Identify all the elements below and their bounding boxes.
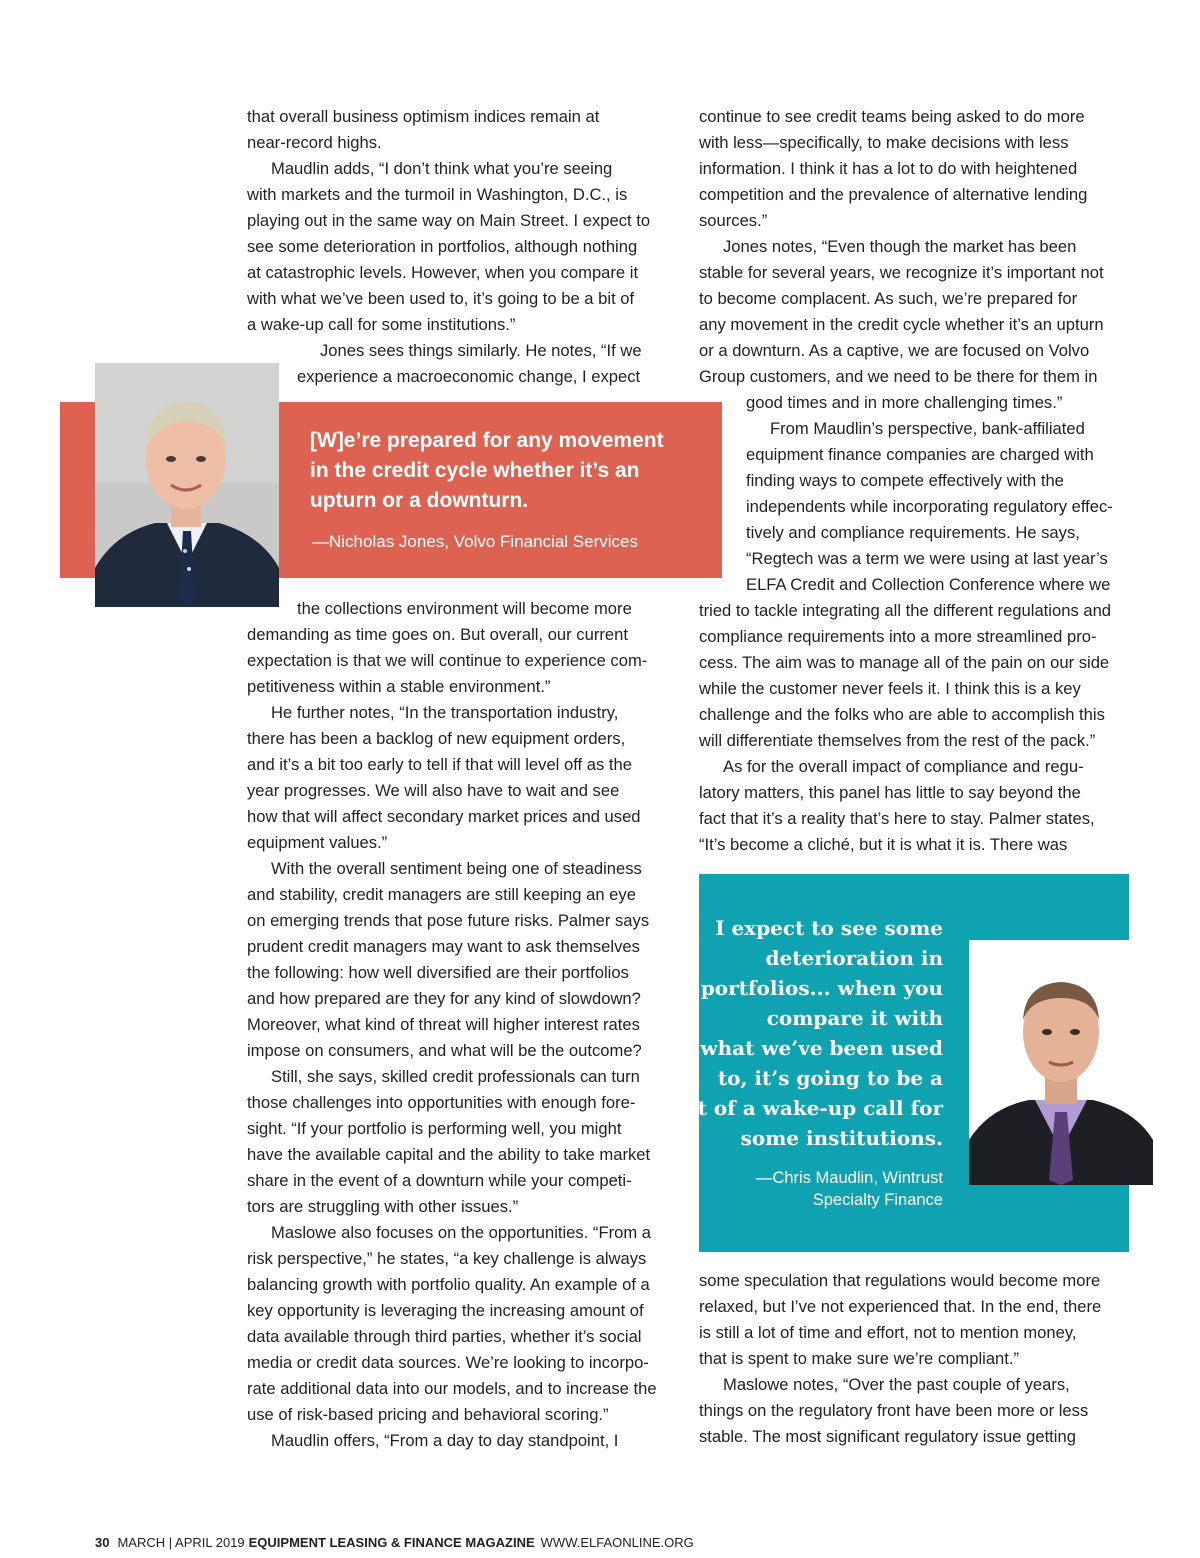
body-line: there has been a backlog of new equipment orders, — [247, 729, 626, 748]
body-line: equipment finance companies are charged with — [746, 445, 1094, 464]
photo-nicholas-jones — [95, 363, 279, 607]
body-line: any movement in the credit cycle whether it’s an upturn — [699, 315, 1104, 334]
body-line: independents while incorporating regulatory effec- — [746, 497, 1113, 516]
body-line: fact that it’s a reality that’s here to stay. Palmer states, — [699, 809, 1095, 828]
body-line: playing out in the same way on Main Street. I expect to — [247, 211, 651, 230]
body-line: Jones notes, “Even though the market has been — [723, 237, 1077, 256]
body-line: how that will affect secondary market prices and used — [247, 807, 641, 826]
body-line: tors are struggling with other issues.” — [247, 1197, 519, 1216]
pull-quote-jones-line: [W]e’re prepared for any movement — [310, 429, 664, 452]
body-line: experience a macroeconomic change, I expect — [297, 367, 641, 386]
body-line: with markets and the turmoil in Washington, D.C., is — [247, 185, 628, 204]
body-line: Maslowe notes, “Over the past couple of years, — [723, 1375, 1070, 1394]
pull-quote-maudlin-attribution: Specialty Finance — [812, 1191, 943, 1209]
body-line: while the customer never feels it. I think this is a key — [699, 679, 1081, 698]
body-line: He further notes, “In the transportation industry, — [271, 703, 619, 722]
body-line: With the overall sentiment being one of steadiness — [271, 859, 642, 878]
body-line: some speculation that regulations would become more — [699, 1271, 1101, 1290]
body-line: and it’s a bit too early to tell if that will level off as the — [247, 755, 632, 774]
pull-quote-maudlin-line: what we’ve been used — [700, 1036, 943, 1060]
body-line: key opportunity is leveraging the increasing amount of — [247, 1301, 644, 1320]
body-line: As for the overall impact of compliance and regu- — [723, 757, 1084, 776]
pull-quote-maudlin-line: I expect to see some — [715, 916, 943, 940]
body-line: things on the regulatory front have been more or less — [699, 1401, 1089, 1420]
body-line: near-record highs. — [247, 133, 382, 152]
issue-date: MARCH | APRIL 2019 — [117, 1535, 245, 1550]
pull-quote-maudlin-line: some institutions. — [740, 1126, 943, 1150]
body-line: prudent credit managers may want to ask themselves — [247, 937, 640, 956]
body-line: to become complacent. As such, we’re prepared for — [699, 289, 1078, 308]
body-line: tried to tackle integrating all the different regulations and — [699, 601, 1112, 620]
body-line: Group customers, and we need to be there for them in — [699, 367, 1098, 386]
body-line: data available through third parties, whether it’s social — [247, 1327, 642, 1346]
magazine-title: EQUIPMENT LEASING & FINANCE MAGAZINE — [248, 1535, 535, 1550]
body-line: share in the event of a downturn while your competi- — [247, 1171, 632, 1190]
body-line: Maudlin offers, “From a day to day standpoint, I — [271, 1431, 619, 1450]
body-line: the following: how well diversified are their portfolios — [247, 963, 629, 982]
body-line: that is spent to make sure we’re compliant.” — [699, 1349, 1020, 1368]
body-line: on emerging trends that pose future risks. Palmer says — [247, 911, 650, 930]
body-line: expectation is that we will continue to experience com- — [247, 651, 648, 670]
body-line: cess. The aim was to manage all of the pain on our side — [699, 653, 1110, 672]
pull-quote-jones-line: upturn or a downturn. — [310, 489, 529, 512]
body-line: demanding as time goes on. But overall, our current — [247, 625, 628, 644]
body-line: those challenges into opportunities with enough fore- — [247, 1093, 636, 1112]
body-line: with less—specifically, to make decisions with less — [699, 133, 1069, 152]
pull-quote-maudlin-line: to, it’s going to be a — [717, 1066, 943, 1090]
body-line: year progresses. We will also have to wait and see — [247, 781, 620, 800]
body-line: and stability, credit managers are still keeping an eye — [247, 885, 636, 904]
body-line: From Maudlin’s perspective, bank-affiliated — [770, 419, 1085, 438]
page-number: 30 — [95, 1535, 110, 1550]
body-line: will differentiate themselves from the rest of the pack.” — [699, 731, 1096, 750]
website-link[interactable]: WWW.ELFAONLINE.ORG — [540, 1535, 694, 1550]
pull-quote-jones-line: in the credit cycle whether it’s an — [310, 459, 640, 482]
body-line: “Regtech was a term we were using at last year’s — [746, 549, 1108, 568]
body-line: tively and compliance requirements. He says, — [746, 523, 1080, 542]
body-line: Still, she says, skilled credit professionals can turn — [271, 1067, 640, 1086]
body-line: continue to see credit teams being asked to do more — [699, 107, 1085, 126]
body-line: challenge and the folks who are able to accomplish this — [699, 705, 1105, 724]
body-line: stable. The most significant regulatory issue getting — [699, 1427, 1076, 1446]
body-line: “It’s become a cliché, but it is what it is. There was — [699, 835, 1068, 854]
body-line: impose on consumers, and what will be the outcome? — [247, 1041, 642, 1060]
body-line: good times and in more challenging times.” — [746, 393, 1063, 412]
body-line: Maslowe also focuses on the opportunities. “From a — [271, 1223, 651, 1242]
body-line: see some deterioration in portfolios, although nothing — [247, 237, 638, 256]
body-line: use of risk-based pricing and behavioral scoring.” — [247, 1405, 609, 1424]
body-line: Jones sees things similarly. He notes, “If we — [320, 341, 642, 360]
body-line: sight. “If your portfolio is performing well, you might — [247, 1119, 622, 1138]
body-line: petitiveness within a stable environment.” — [247, 677, 551, 696]
body-line: stable for several years, we recognize it’s important not — [699, 263, 1104, 282]
body-line: the collections environment will become more — [297, 599, 632, 618]
body-line: is still a lot of time and effort, not to mention money, — [699, 1323, 1077, 1342]
body-line: compliance requirements into a more streamlined pro- — [699, 627, 1097, 646]
body-line: balancing growth with portfolio quality. An example of a — [247, 1275, 650, 1294]
body-line: equipment values.” — [247, 833, 388, 852]
body-line: with what we’ve been used to, it’s going to be a bit of — [247, 289, 635, 308]
body-line: sources.” — [699, 211, 768, 230]
body-line: Moreover, what kind of threat will higher interest rates — [247, 1015, 640, 1034]
body-line: that overall business optimism indices remain at — [247, 107, 600, 126]
body-line: relaxed, but I’ve not experienced that. In the end, there — [699, 1297, 1102, 1316]
pull-quote-maudlin-line: deterioration in — [765, 946, 943, 970]
photo-chris-maudlin — [969, 940, 1153, 1185]
body-line: finding ways to compete effectively with the — [746, 471, 1064, 490]
body-line: a wake-up call for some institutions.” — [247, 315, 516, 334]
pull-quote-maudlin-line: compare it with — [766, 1006, 943, 1030]
body-line: competition and the prevalence of alternative lending — [699, 185, 1088, 204]
body-line: ELFA Credit and Collection Conference where we — [746, 575, 1111, 594]
pull-quote-maudlin-attribution: —Chris Maudlin, Wintrust — [755, 1169, 943, 1187]
body-line: latory matters, this panel has little to say beyond the — [699, 783, 1081, 802]
body-line: at catastrophic levels. However, when you compare it — [247, 263, 639, 282]
body-line: risk perspective,” he states, “a key challenge is always — [247, 1249, 647, 1268]
pull-quote-jones-attribution: —Nicholas Jones, Volvo Financial Services — [312, 532, 638, 551]
body-line: Maudlin adds, “I don’t think what you’re seeing — [271, 159, 613, 178]
body-line: or a downturn. As a captive, we are focused on Volvo — [699, 341, 1090, 360]
pull-quote-maudlin-line: bit of a wake-up call for — [676, 1096, 943, 1120]
pull-quote-maudlin-line: portfolios... when you — [700, 976, 943, 1000]
body-line: information. I think it has a lot to do with heightened — [699, 159, 1078, 178]
body-line: have the available capital and the ability to take market — [247, 1145, 651, 1164]
page-footer — [95, 1534, 694, 1552]
body-line: media or credit data sources. We’re looking to incorpo- — [247, 1353, 649, 1372]
body-line: rate additional data into our models, and to increase the — [247, 1379, 657, 1398]
body-line: and how prepared are they for any kind of slowdown? — [247, 989, 641, 1008]
